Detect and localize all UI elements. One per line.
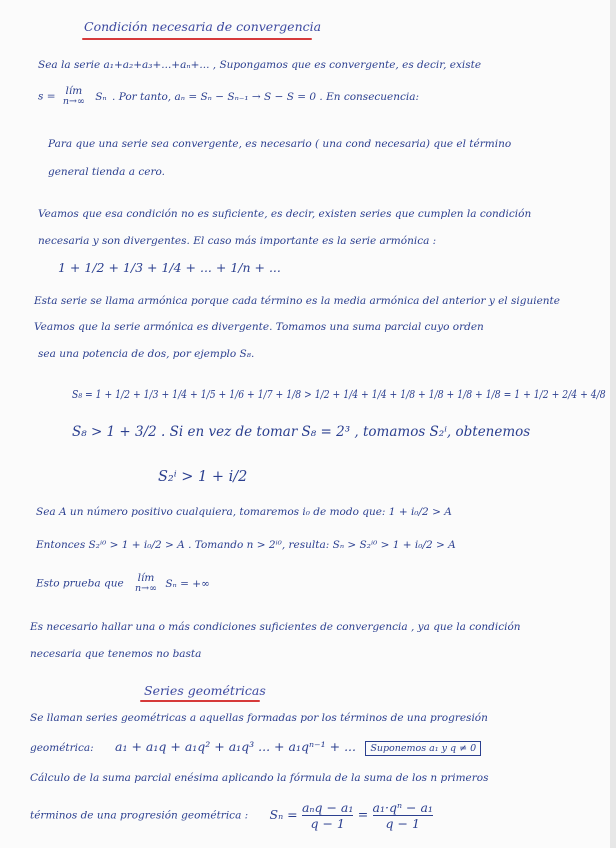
p5-line3	[36, 573, 210, 594]
fraction-1-den: q − 1	[310, 816, 345, 832]
p5-line1: Sea A un número positivo cualquiera, tomaremos i₀ de modo que: 1 + i₀/2 > A	[36, 506, 452, 518]
p7-line4-a: términos de una progresión geométrica :	[30, 809, 249, 822]
harmonic-series: 1 + 1/2 + 1/3 + 1/4 + ... + 1/n + ...	[58, 260, 281, 275]
s2i-inequality: S₂ⁱ > 1 + i/2	[158, 469, 248, 485]
p3-line2: necesaria y son divergentes. El caso más importante es la serie armónica :	[38, 235, 437, 247]
lim2-sub: n→∞	[135, 583, 158, 595]
equals-sign: =	[357, 806, 369, 822]
p1-line1: Sea la serie a₁+a₂+a₃+...+aₙ+... , Supongamos que es convergente, es decir, existe	[38, 59, 482, 71]
p2-line1: Para que una serie sea convergente, es necesario ( una cond necesaria) que el término	[48, 138, 512, 150]
heading-underline	[82, 38, 312, 40]
heading-necessary-condition: Condición necesaria de convergencia	[84, 19, 322, 34]
s8-expansion: S₈ = 1 + 1/2 + 1/3 + 1/4 + 1/5 + 1/6 + 1/7 + 1/8 > 1/2 + 1/4 + 1/4 + 1/8 + 1/8 + 1/8 + 1/8 = 1 + 1/2 + 2/4 + 4/8	[72, 387, 606, 401]
heading-geometric-series: Series geométricas	[144, 683, 266, 698]
lim-sub: n→∞	[62, 96, 85, 108]
lim2-text: lím	[137, 572, 155, 584]
p3-line1: Veamos que esa condición no es suficiente, es decir, existen series que cumplen la condición	[38, 208, 532, 220]
p6-line2: necesaria que tenemos no basta	[30, 648, 202, 660]
fraction-2	[373, 801, 433, 830]
p1-line2-rest: . Por tanto, aₙ = Sₙ − Sₙ₋₁ → S − S = 0 . En consecuencia:	[112, 90, 420, 103]
fraction-1-num: aₙq − a₁	[301, 800, 354, 815]
p2-line2: general tienda a cero.	[48, 166, 165, 178]
p7-line2	[30, 741, 481, 754]
s-equals: s =	[38, 90, 56, 103]
assumption-note: Suponemos a₁ y q ≠ 0	[365, 741, 481, 756]
p4-line2: Veamos que la serie armónica es divergente. Tomamos una suma parcial cuyo orden	[34, 321, 484, 333]
p7-line4	[30, 801, 434, 830]
fraction-2-den: q − 1	[385, 816, 420, 832]
p7-line2-a: geométrica:	[30, 742, 94, 754]
lim-text: lím	[65, 85, 83, 97]
sn-symbol: Sₙ	[95, 90, 107, 103]
p5-line3-a: Esto prueba que	[36, 577, 124, 590]
p4-line3: sea una potencia de dos, por ejemplo S₈.	[38, 348, 255, 360]
p4-line1: Esta serie se llama armónica porque cada término es la media armónica del anterior y el siguiente	[34, 295, 560, 307]
page-edge-shadow	[610, 0, 616, 848]
fraction-1	[302, 801, 353, 830]
limit	[63, 86, 85, 107]
fraction-2-num: a₁·qⁿ − a₁	[372, 800, 433, 815]
heading2-underline	[140, 700, 260, 702]
p1-line2	[38, 86, 419, 107]
s8-inequality: S₈ > 1 + 3/2 . Si en vez de tomar S₈ = 2³ , tomamos S₂ⁱ, obtenemos	[72, 424, 531, 440]
sn-equals: Sₙ =	[269, 806, 298, 822]
p7-line1: Se llaman series geométricas a aquellas formadas por los términos de una progresión	[30, 712, 488, 724]
p5-line3-b: Sₙ = +∞	[165, 577, 210, 590]
p6-line1: Es necesario hallar una o más condiciones suficientes de convergencia , ya que la condición	[30, 621, 521, 633]
p7-line3: Cálculo de la suma parcial enésima aplicando la fórmula de la suma de los n primeros	[30, 772, 489, 784]
limit-2	[135, 573, 157, 594]
p5-line2: Entonces S₂ⁱ⁰ > 1 + i₀/2 > A . Tomando n > 2ⁱ⁰, resulta: Sₙ > S₂ⁱ⁰ > 1 + i₀/2 > A	[36, 539, 456, 551]
geometric-series-terms: a₁ + a₁q + a₁q² + a₁q³ ... + a₁qⁿ⁻¹ + ...	[115, 739, 356, 754]
